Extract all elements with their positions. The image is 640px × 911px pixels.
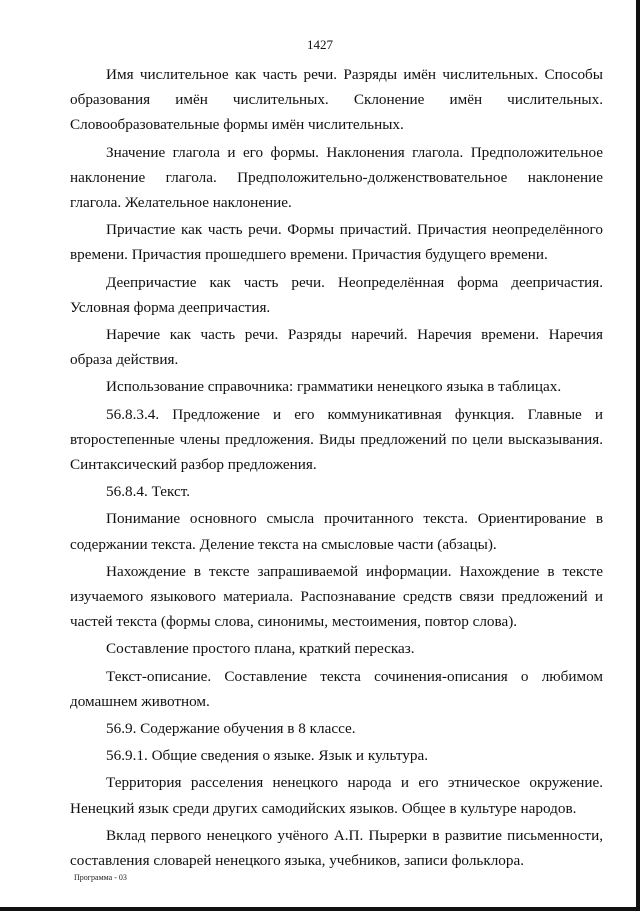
section-heading-language: 56.9.1. Общие сведения о языке. Язык и культура. [106, 747, 429, 765]
paragraph-gerund: Деепричастие как часть речи. Неопределённая форма деепричастия. Условная форма деепричастия. [70, 273, 603, 316]
paragraph-verb: Значение глагола и его формы. Наклонения глагола. Предположительное наклонение глагола. Предположительно-долженствовательное наклонение глагола. Желательное наклонение. [70, 143, 603, 212]
paragraph-reference: Использование справочника: грамматики ненецкого языка в таблицах. [106, 378, 562, 396]
section-heading-text: 56.8.4. Текст. [106, 483, 191, 501]
page-number: 1427 [307, 37, 333, 52]
paragraph-numerals: Имя числительное как часть речи. Разряды имён числительных. Способы образования имён числительных. Склонение имён числительных. Словообразовательные формы имён числительных. [70, 66, 603, 134]
paragraph-participle: Причастие как часть речи. Формы причастий. Причастия неопределённого времени. Причастия прошедшего времени. Причастия будущего времени. [70, 221, 603, 264]
paragraph-description: Текст-описание. Составление текста сочинения-описания о любимом домашнем животном. [70, 667, 603, 710]
paragraph-territory: Территория расселения ненецкого народа и его этническое окружение. Ненецкий язык среди других самодийских языков. Общее в культуре народов. [70, 774, 603, 817]
footer-label: Программа - 03 [74, 873, 127, 882]
paragraph-understanding: Понимание основного смысла прочитанного текста. Ориентирование в содержании текста. Деление текста на смысловые части (абзацы). [70, 510, 603, 553]
paragraph-contribution: Вклад первого ненецкого учёного А.П. Пырерки в развитие письменности, составления словарей ненецкого языка, учебников, записи фольклора. [70, 826, 603, 870]
paragraph-search: Нахождение в тексте запрашиваемой информации. Нахождение в тексте изучаемого языкового материала. Распознавание средств связи предложений и частей текста (формы слова, синонимы, местоимения, повтор слова). [70, 562, 603, 631]
document-body [70, 62, 603, 875]
paragraph-adverb: Наречие как часть речи. Разряды наречий. Наречия времени. Наречия образа действия. [70, 326, 603, 369]
paragraph-sentence: 56.8.3.4. Предложение и его коммуникативная функция. Главные и второстепенные члены предложения. Виды предложений по цели высказывания. Синтаксический разбор предложения. [70, 405, 603, 474]
paragraph-plan: Составление простого плана, краткий пересказ. [106, 640, 415, 658]
section-heading-grade8: 56.9. Содержание обучения в 8 классе. [106, 720, 356, 738]
